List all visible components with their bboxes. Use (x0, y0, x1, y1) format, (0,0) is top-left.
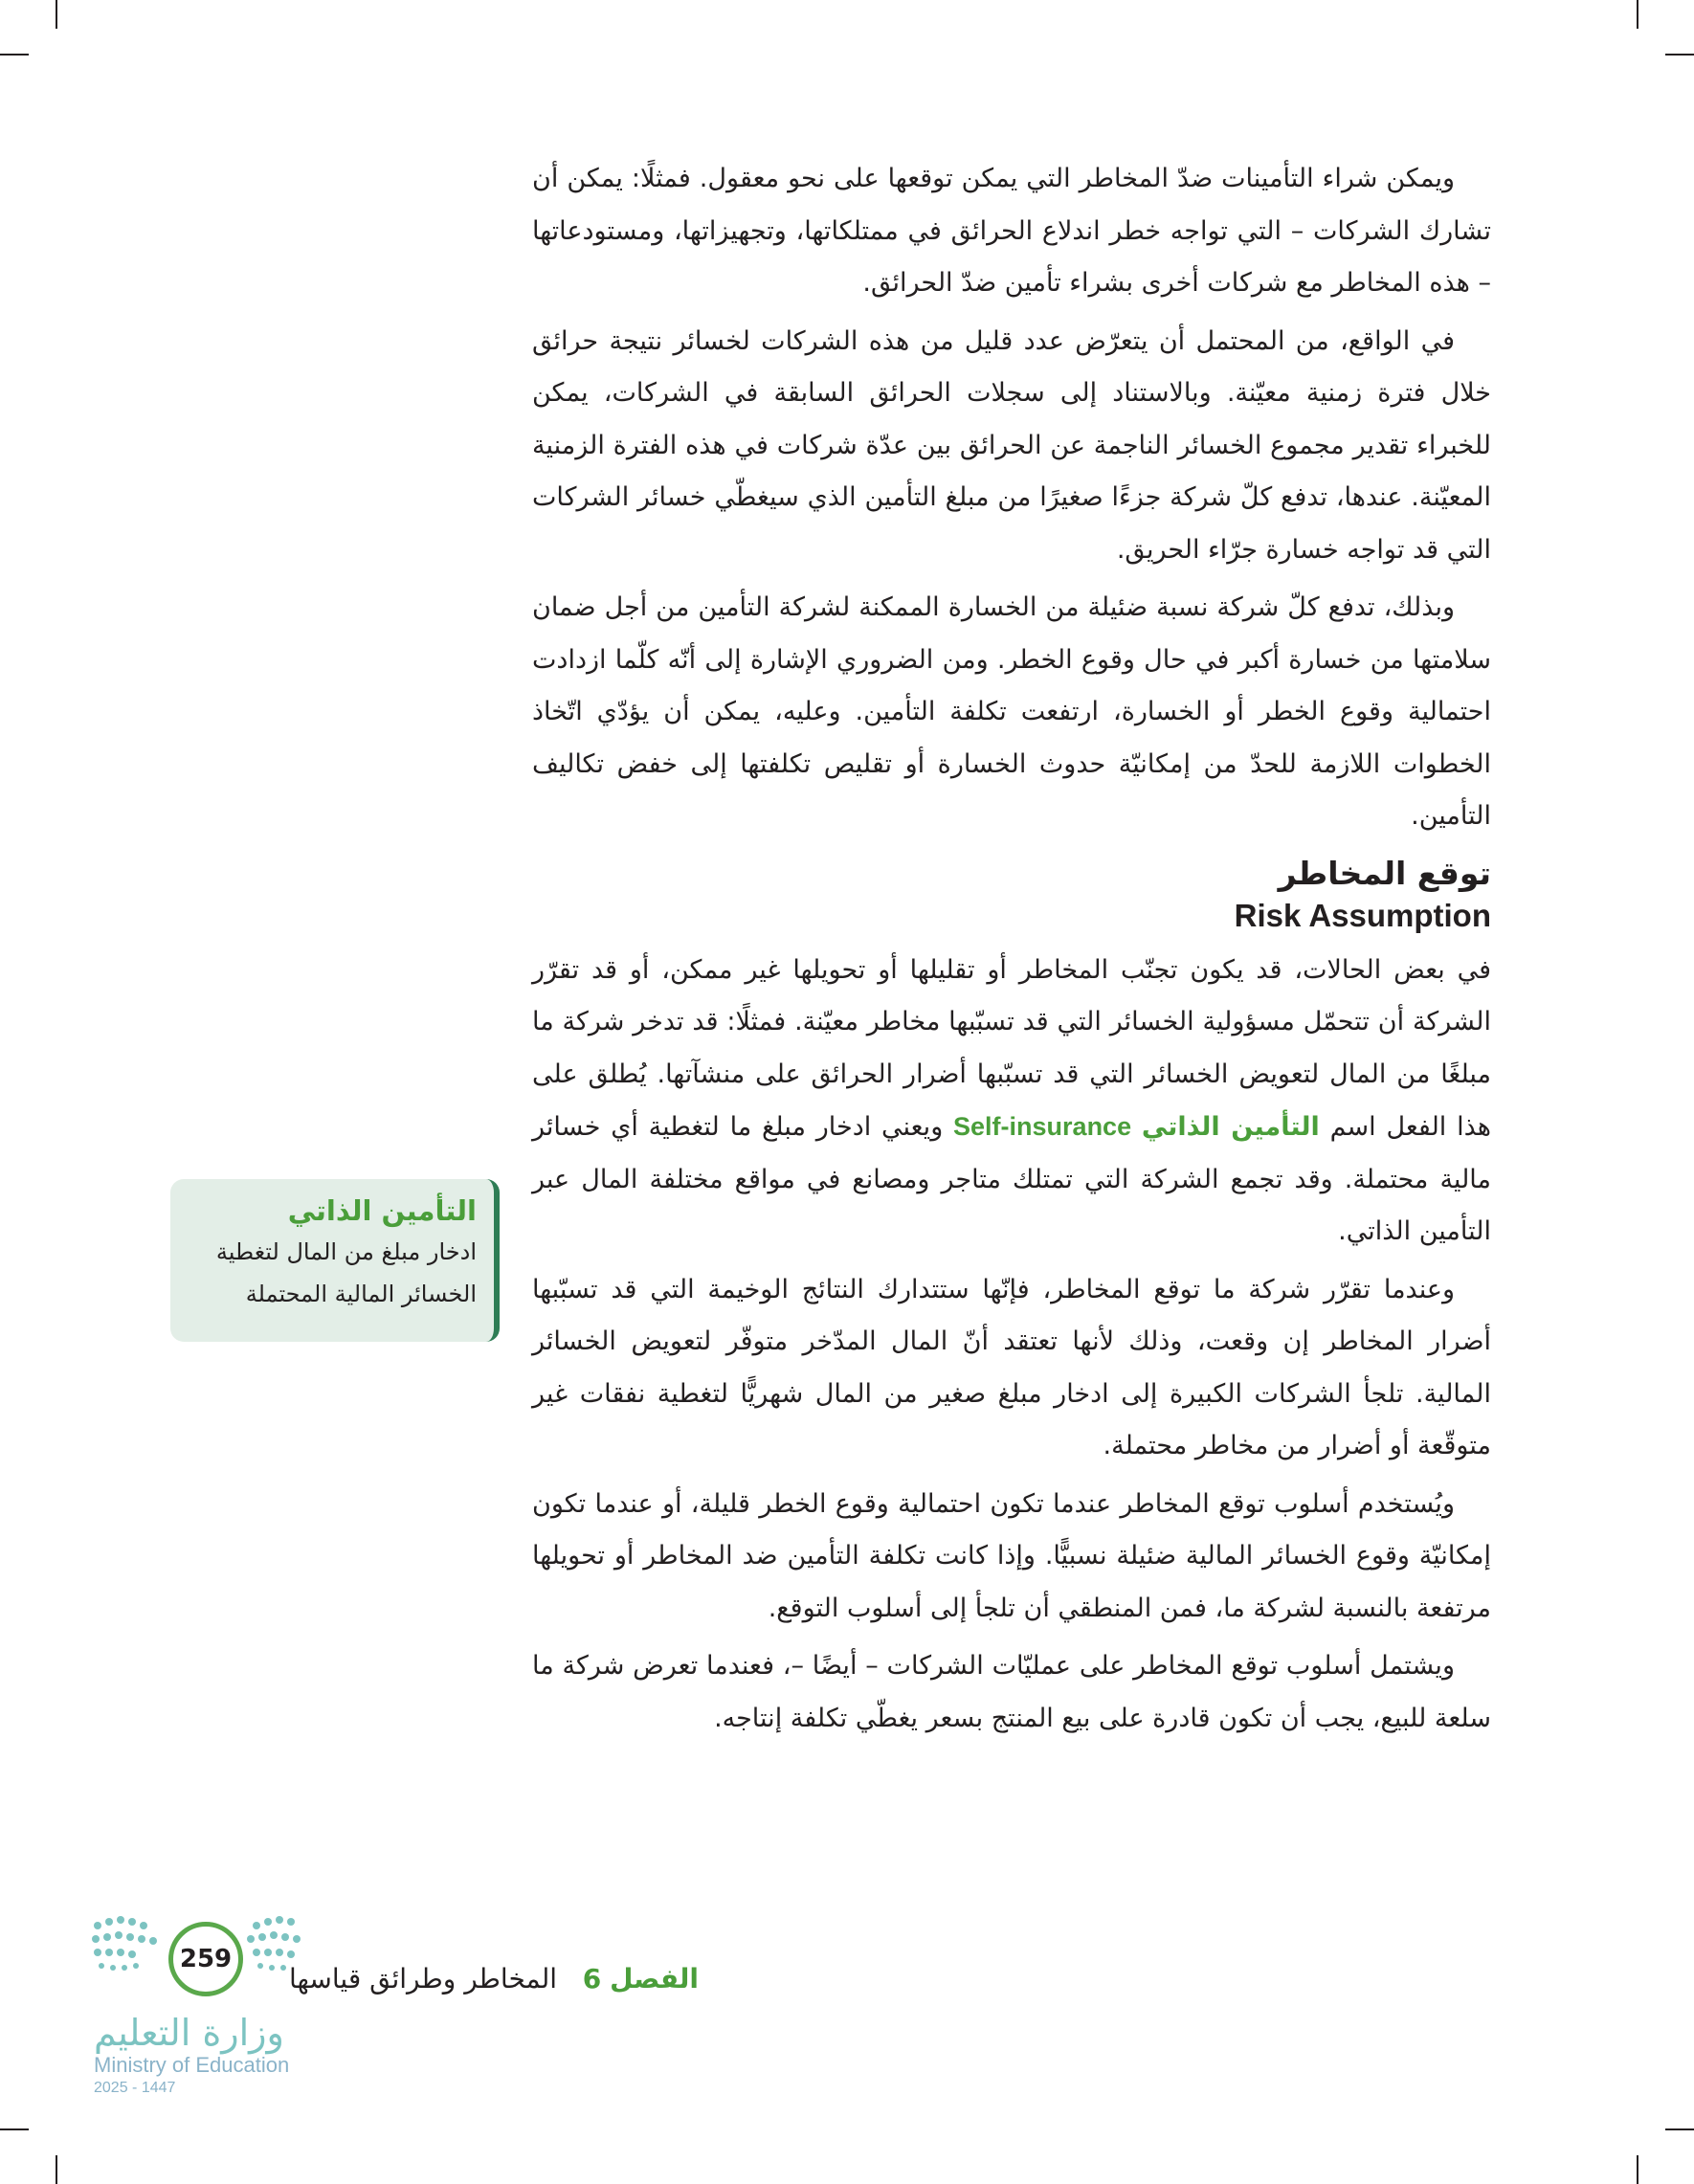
section-title-en: Risk Assumption (1234, 897, 1491, 933)
key-term-ar: التأمين الذاتي (1141, 1112, 1320, 1142)
key-term-en: Self-insurance (953, 1112, 1132, 1141)
glossary-term: التأمين الذاتي (287, 1194, 477, 1227)
chapter-title: المخاطر وطرائق قياسها (288, 1963, 558, 1995)
section-title-ar: توقع المخاطر (1278, 854, 1491, 892)
ministry-name-en: Ministry of Education (94, 2053, 290, 2077)
glossary-definition: ادخار مبلغ من المال لتغطية الخسائر المالية المحتملة (215, 1238, 477, 1307)
ministry-name-ar: وزارة التعليم (94, 2012, 284, 2054)
paragraph: في الواقع، من المحتمل أن يتعرّض عدد قليل من هذه الشركات لخسائر نتيجة حرائق خلال فترة زمنية معيّنة. وبالاستناد إلى سجلات الحرائق السابقة في الشركات، يمكن للخبراء تقدير مجموع الخسائر الناجمة عن الحرائق بين عدّة شركات في هذه الفترة الزمنية المعيّنة. عندها، تدفع كلّ شركة جزءًا صغيرًا من مبلغ التأمين الذي سيغطّي خسائر الشركات التي قد تواجه خسارة جرّاء الحريق. (532, 325, 1491, 565)
crop-mark (1665, 2128, 1694, 2130)
crop-mark (1637, 2155, 1638, 2184)
page-number: 259 (168, 1922, 243, 1996)
paragraph-text: ويعني ادخار مبلغ ما لتغطية أي خسائر مالية محتملة. وقد تجمع الشركة التي تمتلك متاجر ومصانع في مواقع مختلفة المال عبر التأمين الذاتي. (532, 1112, 1491, 1246)
paragraph: ويمكن شراء التأمينات ضدّ المخاطر التي يمكن توقعها على نحو معقول. فمثلًا: يمكن أن تشارك الشركات – التي تواجه خطر اندلاع الحرائق في ممتلكاتها، وتجهيزاتها، ومستودعاتها – هذه المخاطر مع شركات أخرى بشراء تأمين ضدّ الحرائق. (532, 164, 1491, 298)
glossary-sidebar (170, 1179, 500, 1342)
crop-mark (56, 0, 57, 29)
chapter-footer (287, 1960, 699, 1998)
crop-mark (56, 2155, 57, 2184)
crop-mark (0, 54, 29, 56)
paragraph: وبذلك، تدفع كلّ شركة نسبة ضئيلة من الخسارة الممكنة لشركة التأمين من أجل ضمان سلامتها من خسارة أكبر في حال وقوع الخطر. ومن الضروري الإشارة إلى أنّه كلّما ازدادت احتمالية وقوع الخطر أو الخسارة، ارتفعت تكلفة التأمين. وعليه، يمكن أن يؤدّي اتّخاذ الخطوات اللازمة للحدّ من إمكانيّة حدوث الخسارة أو تقليص تكلفتها إلى خفض تكاليف التأمين. (532, 592, 1491, 831)
paragraph: ويشتمل أسلوب توقع المخاطر على عمليّات الشركات – أيضًا –، فعندما تعرض شركة ما سلعة للبيع، يجب أن تكون قادرة على بيع المنتج بسعر يغطّي تكلفة إنتاجه. (532, 1651, 1491, 1733)
crop-mark (1665, 54, 1694, 56)
crop-mark (0, 2128, 29, 2130)
paragraph: وعندما تقرّر شركة ما توقع المخاطر، فإنّها ستتدارك النتائج الوخيمة التي قد تسبّبها أضرار المخاطر إن وقعت، وذلك لأنها تعتقد أنّ المال المدّخر متوفّر لتعويض الخسائر المالية. تلجأ الشركات الكبيرة إلى ادخار مبلغ صغير من المال شهريًّا لتغطية نفقات غير متوقّعة أو أضرار من مخاطر محتملة. (532, 1274, 1491, 1460)
main-content (532, 153, 1491, 1750)
chapter-number: 6 (582, 1963, 602, 1995)
academic-year: 2025 - 1447 (94, 2080, 176, 2096)
page-footer (0, 1905, 1694, 2096)
self-insurance-paragraph (532, 945, 1491, 1259)
chapter-label: الفصل (610, 1963, 699, 1995)
paragraph: ويُستخدم أسلوب توقع المخاطر عندما تكون احتمالية وقوع الخطر قليلة، أو عندما تكون إمكانيّة وقوع الخسائر المالية ضئيلة نسبيًّا. وإذا كانت تكلفة التأمين ضد المخاطر أو تحويلها مرتفعة بالنسبة لشركة ما، فمن المنطقي أن تلجأ إلى أسلوب التوقع. (532, 1488, 1491, 1623)
paragraph-text: في بعض الحالات، قد يكون تجنّب المخاطر أو تقليلها أو تحويلها غير ممكن، أو قد تقرّر الشركة أن تتحمّل مسؤولية الخسائر التي قد تسبّبها مخاطر معيّنة. فمثلًا: قد تدخر شركة ما مبلغًا من المال لتعويض الخسائر التي قد تسبّبها أضرار الحرائق على منشآتها. يُطلق على هذا الفعل اسم (532, 954, 1492, 1142)
crop-mark (1637, 0, 1638, 29)
